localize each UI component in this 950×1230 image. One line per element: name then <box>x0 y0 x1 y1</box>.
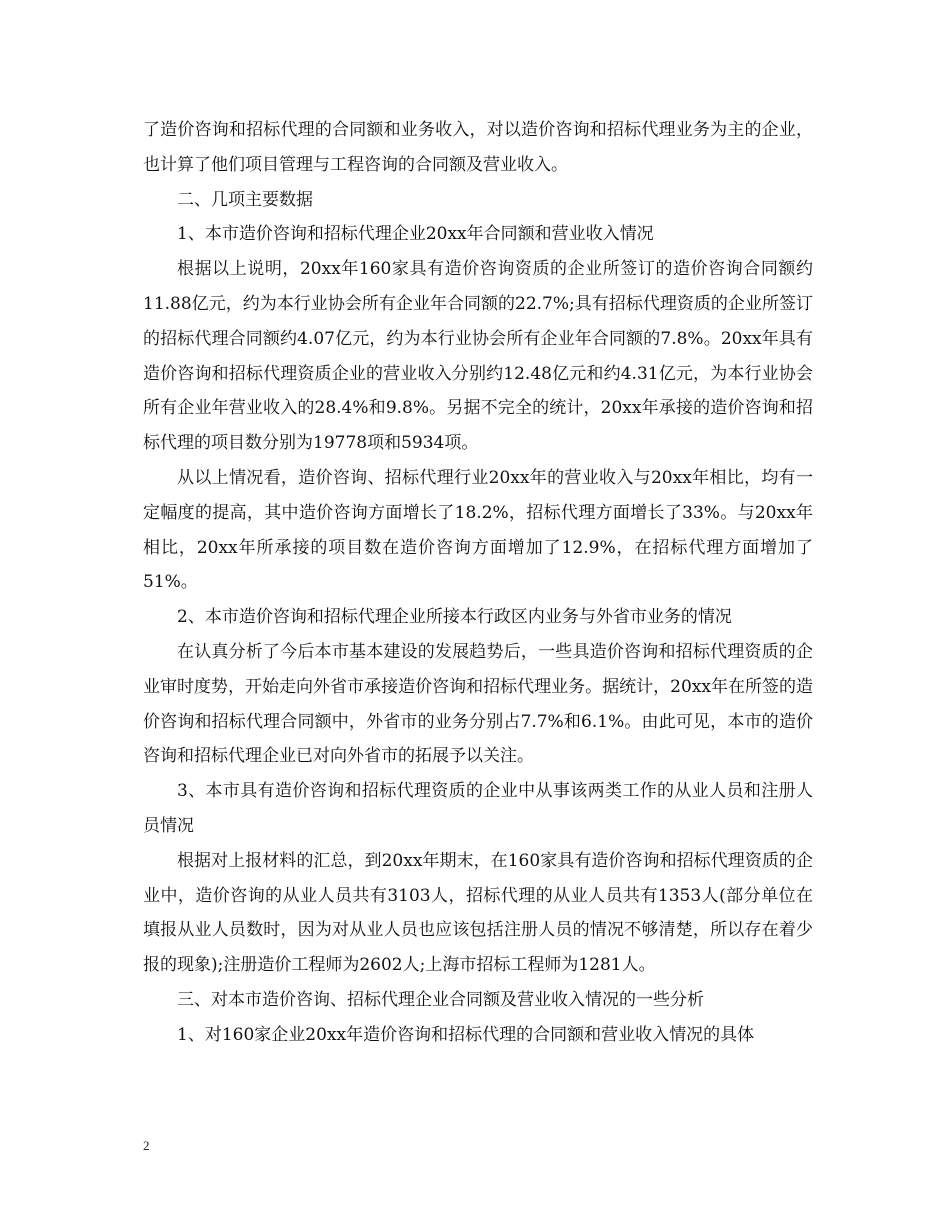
section-heading-main-data: 二、几项主要数据 <box>177 189 313 210</box>
subheading-contract-revenue: 1、本市造价咨询和招标代理企业20xx年合同额和营业收入情况 <box>177 224 654 245</box>
paragraph-growth-comparison: 从以上情况看，造价咨询、招标代理行业20xx年的营业收入与20xx年相比，均有一定幅度的提高，其中造价咨询方面增长了18.2%，招标代理方面增长了33%。与20xx年相比，20xx年所承接的项目数在造价咨询方面增加了12.9%，在招标代理方面增加了51%。 <box>143 467 813 593</box>
subheading-staff: 3、本市具有造价咨询和招标代理资质的企业中从事该两类工作的从业人员和注册人员情况 <box>143 781 813 836</box>
section-heading-analysis: 三、对本市造价咨询、招标代理企业合同额及营业收入情况的一些分析 <box>177 989 704 1010</box>
paragraph-contract-figures: 根据以上说明，20xx年160家具有造价咨询资质的企业所签订的造价咨询合同额约11.88亿元，约为本行业协会所有企业年合同额的22.7%;具有招标代理资质的企业所签订的招标代理合同额约4.07亿元，约为本行业协会所有企业年合同额的7.8%。20xx年具有造价咨询和招标代理资质企业的营业收入分别约12.48亿元和约4.31亿元，为本行业协会所有企业年营业收入的28.4%和9.8%。另据不完全的统计，20xx年承接的造价咨询和招标代理的项目数分别为19778项和5934项。 <box>143 259 813 454</box>
subheading-local-vs-external: 2、本市造价咨询和招标代理企业所接本行政区内业务与外省市业务的情况 <box>177 607 732 628</box>
paragraph-staff-figures: 根据对上报材料的汇总，到20xx年期末，在160家具有造价咨询和招标代理资质的企业中，造价咨询的从业人员共有3103人，招标代理的从业人员共有1353人(部分单位在填报从业人员数时，因为对从业人员也应该包括注册人员的情况不够清楚，所以存在着少报的现象);注册造价工程师为2602人;上海市招标工程师为1281人。 <box>143 850 813 976</box>
paragraph-intro-continuation: 了造价咨询和招标代理的合同额和业务收入，对以造价咨询和招标代理业务为主的企业，也计算了他们项目管理与工程咨询的合同额及营业收入。 <box>143 120 813 175</box>
paragraph-analysis-start: 1、对160家企业20xx年造价咨询和招标代理的合同额和营业收入情况的具体 <box>177 1024 755 1045</box>
paragraph-external-business: 在认真分析了今后本市基本建设的发展趋势后，一些具造价咨询和招标代理资质的企业审时度势，开始走向外省市承接造价咨询和招标代理业务。据统计，20xx年在所签的造价咨询和招标代理合同额中，外省市的业务分别占7.7%和6.1%。由此可见，本市的造价咨询和招标代理企业已对向外省市的拓展予以关注。 <box>143 641 813 767</box>
document-body <box>143 113 813 1053</box>
page-number: 2 <box>143 1138 150 1153</box>
